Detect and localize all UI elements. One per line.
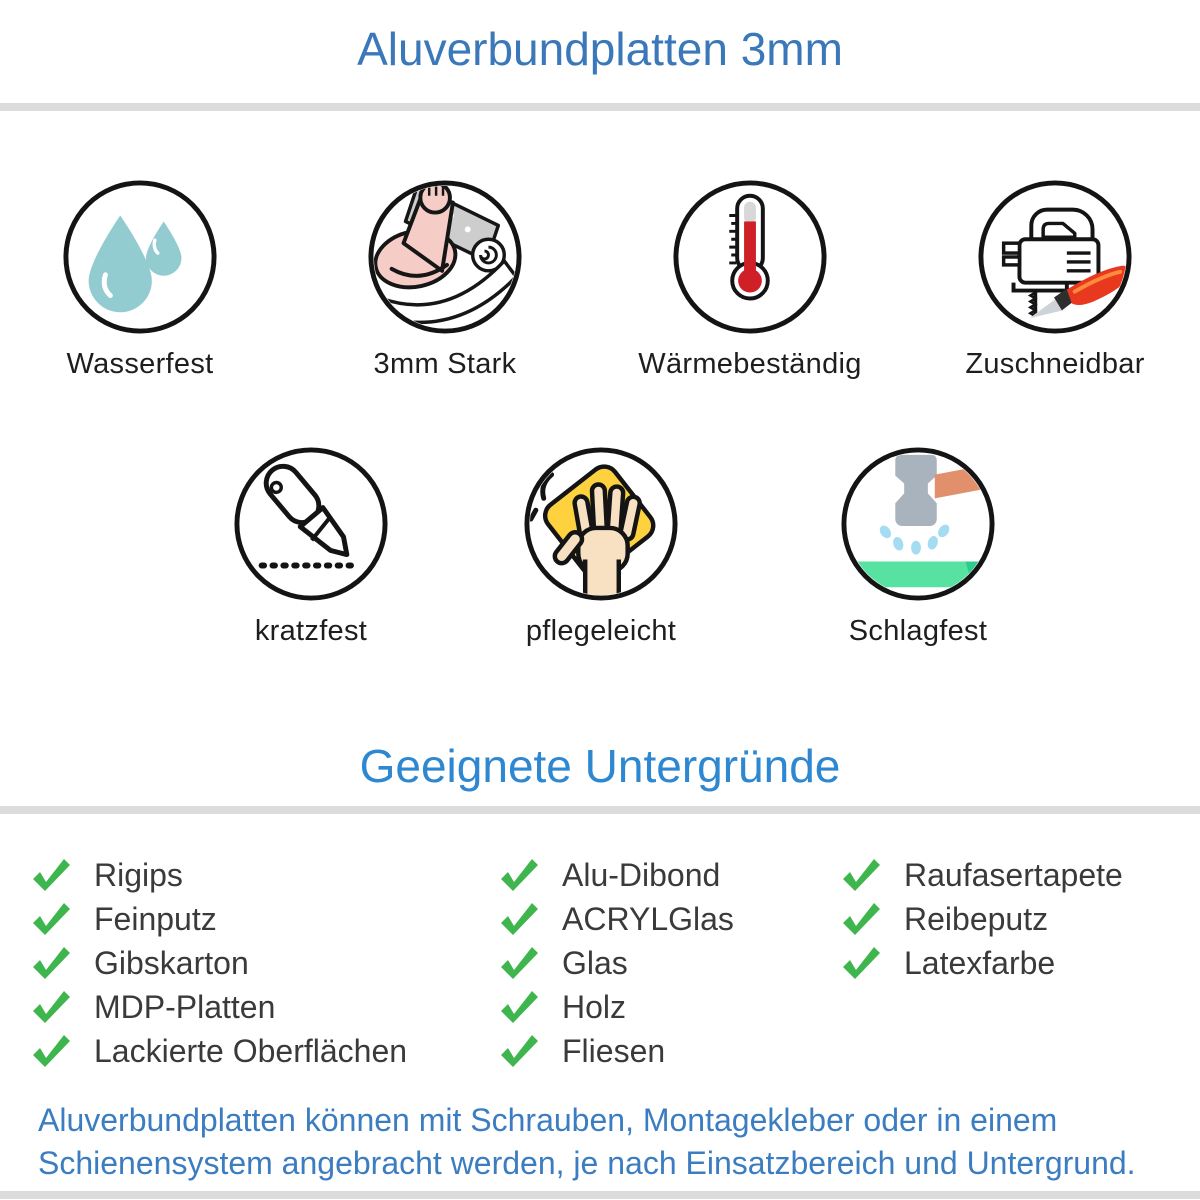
substrate-label: Fliesen bbox=[562, 1032, 666, 1069]
substrate-label: Alu-Dibond bbox=[562, 856, 721, 893]
substrate-item bbox=[498, 1029, 734, 1073]
feature-pflegeleicht bbox=[522, 445, 680, 645]
check-icon bbox=[840, 945, 880, 981]
hammer-impact-icon bbox=[839, 445, 997, 603]
feature-label: Wasserfest bbox=[66, 348, 214, 380]
check-icon bbox=[498, 945, 538, 981]
divider bbox=[0, 1191, 1200, 1199]
substrate-item bbox=[840, 941, 1123, 985]
check-icon bbox=[30, 989, 70, 1025]
thermometer-icon bbox=[671, 178, 829, 336]
substrate-label: Glas bbox=[562, 944, 628, 981]
substrates-column-3 bbox=[840, 853, 1123, 985]
page-title: Aluverbundplatten 3mm bbox=[357, 23, 843, 75]
divider bbox=[0, 103, 1200, 111]
check-icon bbox=[498, 1033, 538, 1069]
substrate-item bbox=[498, 853, 734, 897]
substrate-label: MDP-Platten bbox=[94, 988, 276, 1025]
feature-label: pflegeleicht bbox=[525, 615, 677, 647]
check-icon bbox=[30, 901, 70, 937]
substrate-label: Rigips bbox=[94, 856, 183, 893]
check-icon bbox=[498, 901, 538, 937]
divider bbox=[0, 806, 1200, 814]
feature-label: kratzfest bbox=[254, 615, 368, 647]
substrate-label: ACRYLGlas bbox=[562, 900, 734, 937]
feature-label: Zuschneidbar bbox=[965, 348, 1145, 380]
feature-3mm-stark bbox=[366, 178, 524, 378]
substrate-label: Reibeputz bbox=[904, 900, 1049, 937]
mounting-note-line2: Schienensystem angebracht werden, je nach Einsatzbereich und Untergrund. bbox=[38, 1145, 1136, 1181]
substrate-item bbox=[30, 941, 407, 985]
substrates-column-2 bbox=[498, 853, 734, 1073]
substrate-item bbox=[30, 853, 407, 897]
substrate-item bbox=[498, 941, 734, 985]
feature-zuschneidbar bbox=[965, 178, 1145, 380]
substrate-item bbox=[30, 985, 407, 1029]
substrate-item bbox=[498, 897, 734, 941]
substrates-column-1 bbox=[30, 853, 407, 1073]
feature-label: 3mm Stark bbox=[373, 348, 517, 380]
check-icon bbox=[498, 989, 538, 1025]
feature-wasserfest bbox=[61, 178, 219, 378]
feature-label: Schlagfest bbox=[848, 615, 988, 647]
substrates-heading: Geeignete Untergründe bbox=[359, 740, 841, 792]
check-icon bbox=[840, 901, 880, 937]
substrate-label: Gibskarton bbox=[94, 944, 249, 981]
feature-schlagfest bbox=[839, 445, 997, 645]
substrate-item bbox=[840, 853, 1123, 897]
substrate-label: Feinputz bbox=[94, 900, 217, 937]
feature-label: Wärmebeständig bbox=[638, 348, 862, 380]
hand-cloth-icon bbox=[522, 445, 680, 603]
substrate-label: Lackierte Oberflächen bbox=[94, 1032, 408, 1069]
substrate-item bbox=[840, 897, 1123, 941]
check-icon bbox=[30, 945, 70, 981]
substrate-label: Raufasertapete bbox=[904, 856, 1123, 893]
substrate-item bbox=[30, 1029, 407, 1073]
water-drops-icon bbox=[61, 178, 219, 336]
check-icon bbox=[498, 857, 538, 893]
mounting-note bbox=[38, 1099, 1178, 1185]
check-icon bbox=[30, 1033, 70, 1069]
utility-knife-icon bbox=[232, 445, 390, 603]
feature-kratzfest bbox=[232, 445, 390, 645]
substrate-label: Holz bbox=[562, 988, 627, 1025]
mounting-note-line1: Aluverbundplatten können mit Schrauben, Montagekleber oder in einem bbox=[38, 1102, 1058, 1138]
substrate-item bbox=[498, 985, 734, 1029]
feature-waermebestaendig bbox=[638, 178, 862, 380]
jigsaw-cutter-icon bbox=[976, 178, 1134, 336]
check-icon bbox=[30, 857, 70, 893]
substrate-item bbox=[30, 897, 407, 941]
flexed-arm-plate-icon bbox=[366, 178, 524, 336]
check-icon bbox=[840, 857, 880, 893]
substrate-label: Latexfarbe bbox=[904, 944, 1056, 981]
